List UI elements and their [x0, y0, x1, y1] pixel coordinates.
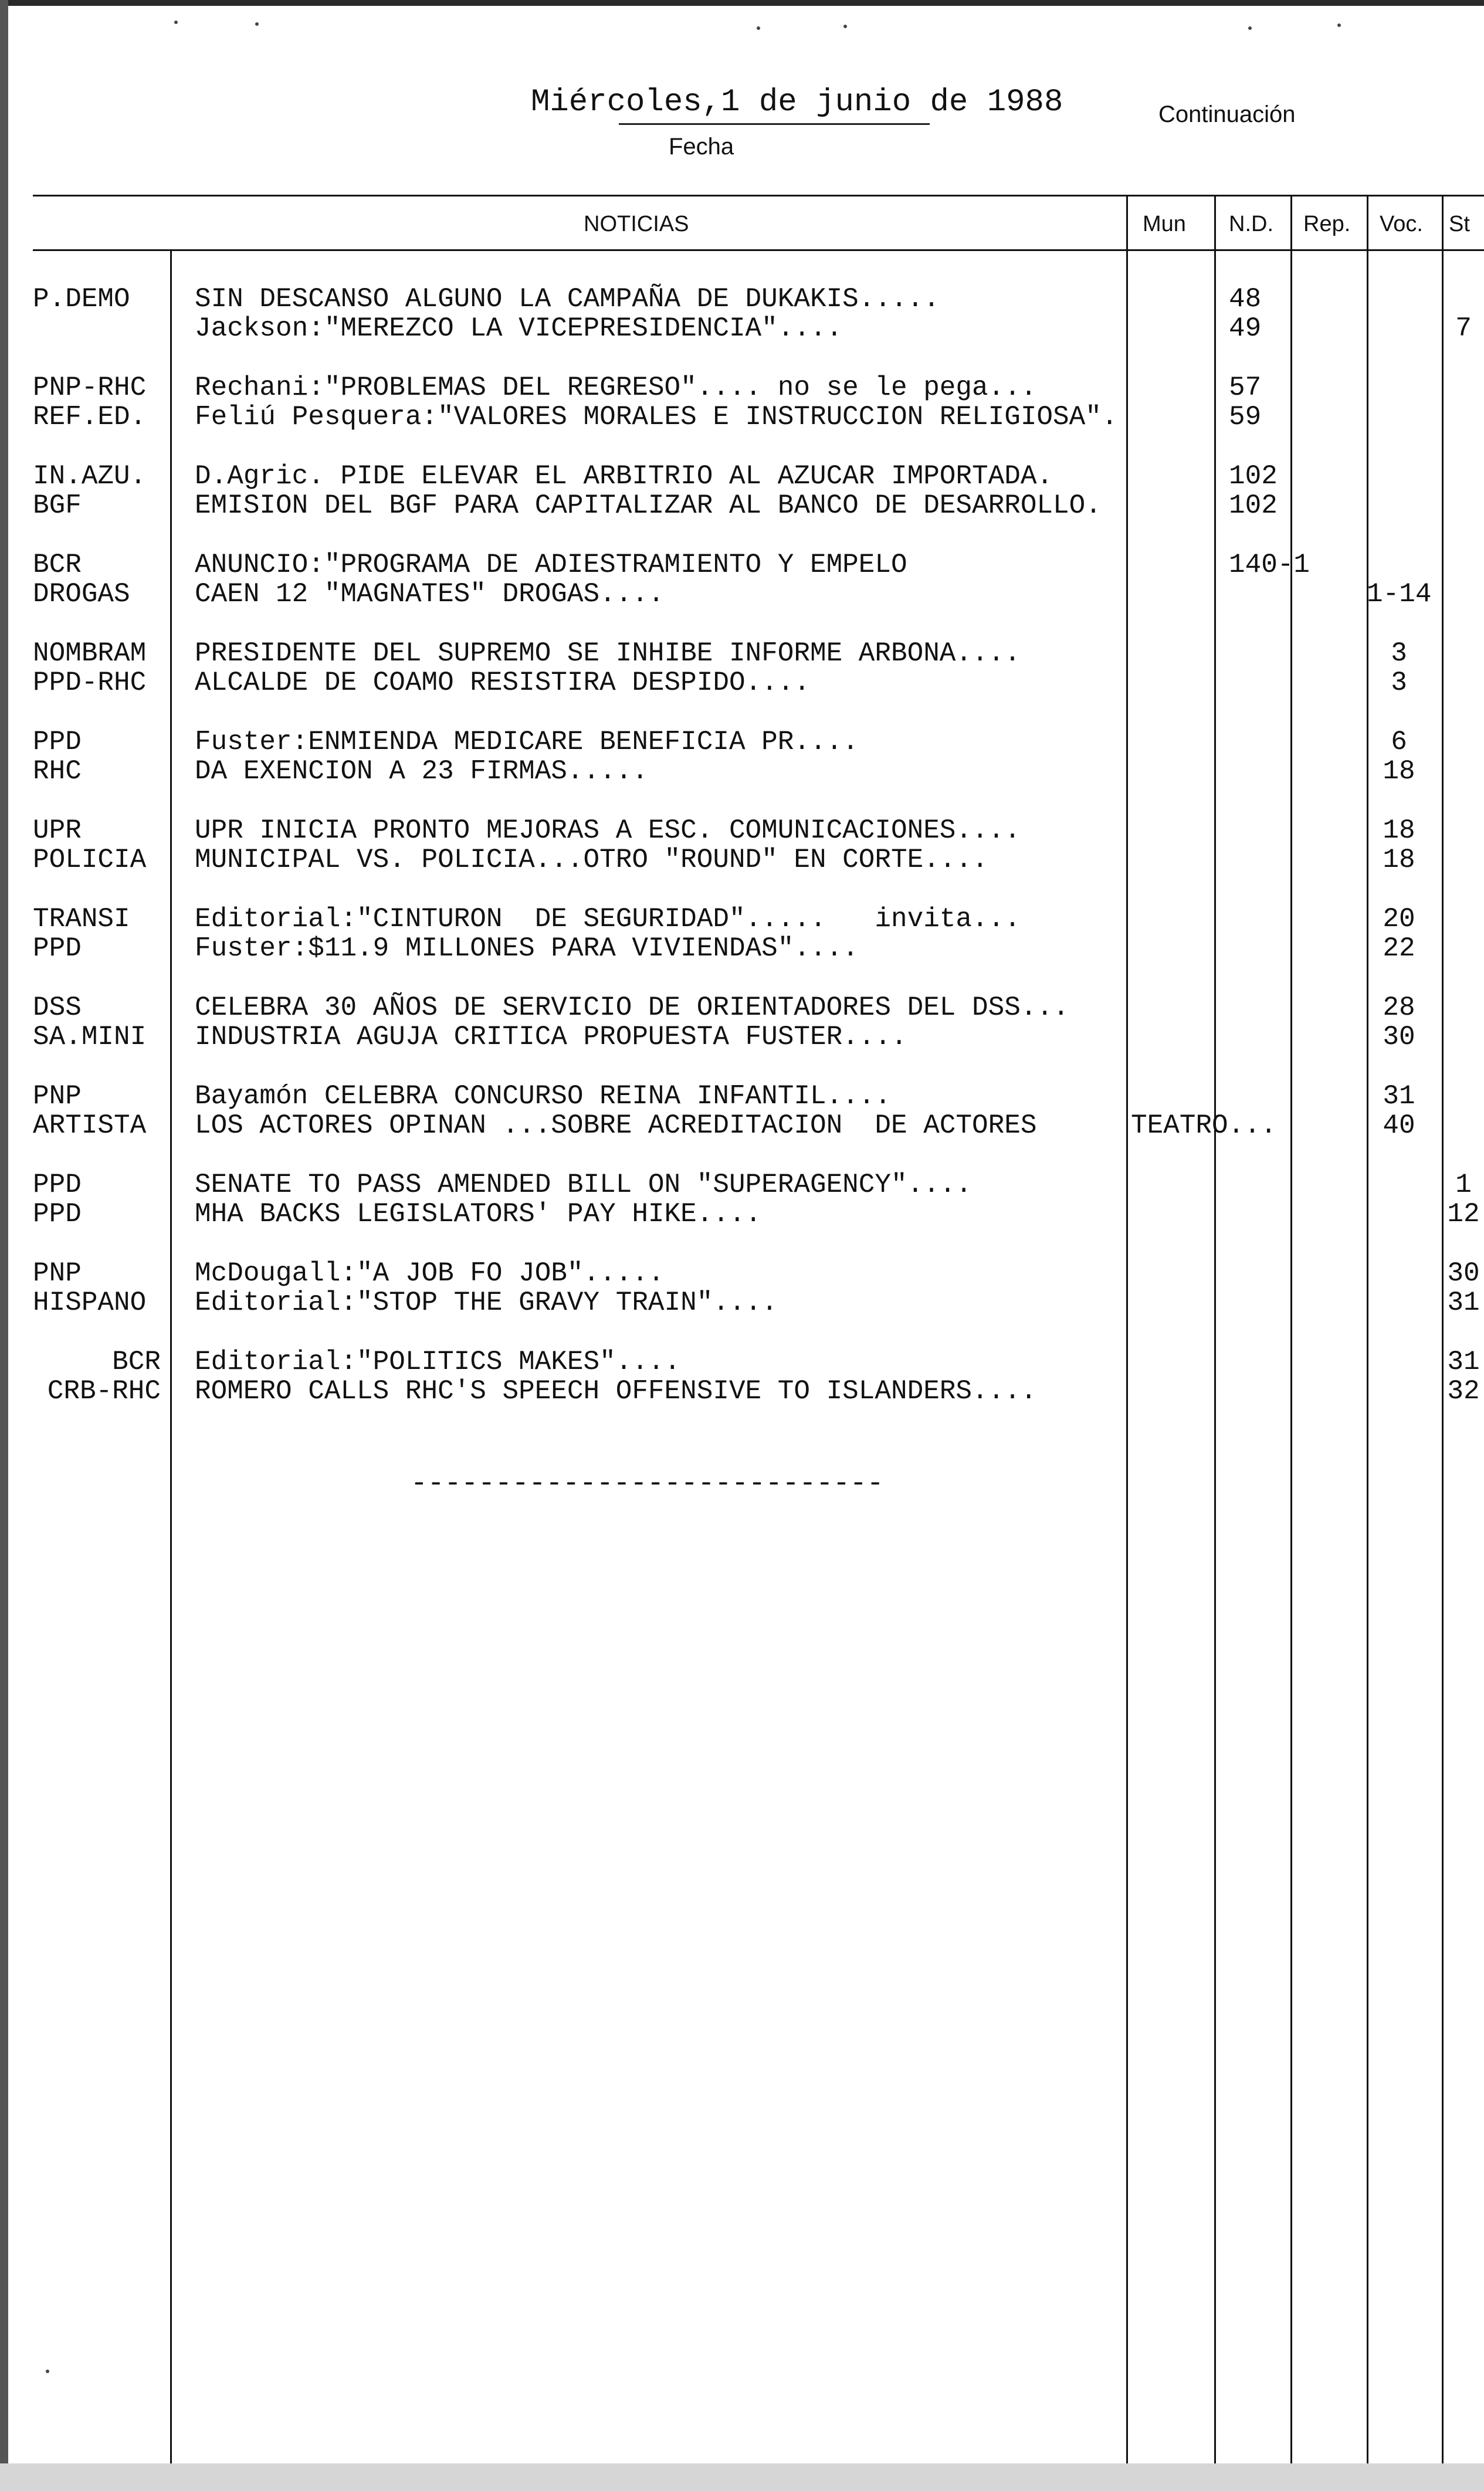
- row-voc-page: 3: [1391, 667, 1407, 698]
- row-category: POLICIA: [33, 845, 147, 875]
- row-nd-page: 102: [1229, 461, 1278, 492]
- row-voc-page: 22: [1383, 933, 1415, 964]
- row-nd-page: 59: [1229, 402, 1262, 432]
- row-category: ARTISTA: [33, 1110, 147, 1141]
- row-headline: Editorial:"STOP THE GRAVY TRAIN"....: [195, 1287, 778, 1318]
- row-category: PNP: [33, 1081, 82, 1111]
- table-row: [0, 1377, 1484, 1406]
- column-header-nd: N.D.: [1229, 212, 1273, 236]
- row-st-page: 32: [1447, 1376, 1480, 1407]
- table-row: [0, 284, 1484, 314]
- end-rule: ----------------------------: [411, 1468, 884, 1500]
- table-row: [0, 402, 1484, 432]
- table-header-rule: [33, 249, 1484, 251]
- row-mun: TEATRO...: [1131, 1110, 1277, 1141]
- column-divider-voc: [1367, 195, 1368, 2463]
- row-nd-page: 49: [1229, 313, 1262, 344]
- row-headline: Editorial:"CINTURON DE SEGURIDAD"..... invita...: [195, 904, 1021, 934]
- row-category: REF.ED.: [33, 402, 147, 432]
- row-st-page: 1: [1455, 1170, 1472, 1200]
- row-headline: Bayamón CELEBRA CONCURSO REINA INFANTIL....: [195, 1081, 891, 1111]
- scan-edge-bottom: [0, 2463, 1484, 2491]
- table-row: [0, 1288, 1484, 1317]
- table-row: [0, 491, 1484, 520]
- row-voc-page: 18: [1383, 756, 1415, 787]
- row-category: PNP: [33, 1258, 82, 1289]
- column-divider-rep: [1290, 195, 1292, 2463]
- row-category: PPD-RHC: [33, 667, 147, 698]
- scan-edge-top: [0, 0, 1484, 6]
- table-row: [0, 550, 1484, 579]
- table-row: [0, 668, 1484, 697]
- table-row: [0, 462, 1484, 491]
- row-headline: DA EXENCION A 23 FIRMAS.....: [195, 756, 648, 787]
- row-headline: MUNICIPAL VS. POLICIA...OTRO "ROUND" EN CORTE....: [195, 845, 988, 875]
- row-voc-page: 28: [1383, 992, 1415, 1023]
- continuation-label: Continuación: [1158, 101, 1296, 127]
- row-voc-page: 1-14: [1367, 579, 1432, 609]
- row-headline: McDougall:"A JOB FO JOB".....: [195, 1258, 665, 1289]
- row-headline: Editorial:"POLITICS MAKES"....: [195, 1347, 681, 1377]
- scan-speck: [255, 22, 259, 26]
- column-header-voc: Voc.: [1380, 212, 1423, 236]
- table-row: [0, 314, 1484, 343]
- table-row: [0, 1170, 1484, 1199]
- scan-speck: [1337, 23, 1341, 27]
- table-row: [0, 579, 1484, 609]
- row-category: PPD: [33, 1199, 82, 1229]
- row-headline: Rechani:"PROBLEMAS DEL REGRESO".... no se le pega...: [195, 372, 1037, 403]
- row-category: BCR: [33, 550, 82, 580]
- column-divider-mun: [1126, 195, 1128, 2463]
- row-voc-page: 30: [1383, 1022, 1415, 1052]
- row-category: IN.AZU.: [33, 461, 147, 492]
- column-header-mun: Mun: [1143, 212, 1186, 236]
- column-header-noticias: NOTICIAS: [584, 212, 689, 236]
- row-headline: Fuster:$11.9 MILLONES PARA VIVIENDAS"....: [195, 933, 859, 964]
- row-st-page: 30: [1447, 1258, 1480, 1289]
- row-headline: PRESIDENTE DEL SUPREMO SE INHIBE INFORME ARBONA....: [195, 638, 1021, 669]
- row-category: HISPANO: [33, 1287, 147, 1318]
- row-category: RHC: [33, 756, 82, 787]
- row-category: DSS: [33, 992, 82, 1023]
- row-category: P.DEMO: [33, 284, 130, 314]
- row-headline: SENATE TO PASS AMENDED BILL ON "SUPERAGENCY"....: [195, 1170, 973, 1200]
- row-voc-page: 6: [1391, 727, 1407, 757]
- row-headline: INDUSTRIA AGUJA CRITICA PROPUESTA FUSTER....: [195, 1022, 907, 1052]
- row-nd-page: 140-1: [1229, 550, 1310, 580]
- row-nd-page: 48: [1229, 284, 1262, 314]
- table-row: [0, 1022, 1484, 1052]
- scan-speck: [843, 25, 847, 28]
- row-headline: CAEN 12 "MAGNATES" DROGAS....: [195, 579, 665, 609]
- row-headline: D.Agric. PIDE ELEVAR EL ARBITRIO AL AZUCAR IMPORTADA.: [195, 461, 1053, 492]
- column-divider-nd: [1214, 195, 1216, 2463]
- row-voc-page: 40: [1383, 1110, 1415, 1141]
- table-row: [0, 1082, 1484, 1111]
- table-row: [0, 993, 1484, 1022]
- row-st-page: 31: [1447, 1347, 1480, 1377]
- row-category: UPR: [33, 815, 82, 846]
- row-category: CRB-RHC: [47, 1376, 161, 1407]
- row-category: NOMBRAM: [33, 638, 147, 669]
- row-category: TRANSI: [33, 904, 130, 934]
- scan-speck: [46, 2370, 49, 2373]
- row-headline: LOS ACTORES OPINAN ...SOBRE ACREDITACION DE ACTORES: [195, 1110, 1037, 1141]
- row-category: BCR: [112, 1347, 161, 1377]
- table-row: [0, 845, 1484, 875]
- row-category: DROGAS: [33, 579, 130, 609]
- column-header-rep: Rep.: [1303, 212, 1351, 236]
- table-top-rule: [33, 195, 1484, 196]
- row-headline: Fuster:ENMIENDA MEDICARE BENEFICIA PR....: [195, 727, 859, 757]
- table-row: [0, 816, 1484, 845]
- row-voc-page: 3: [1391, 638, 1407, 669]
- table-row: [0, 904, 1484, 934]
- table-row: [0, 727, 1484, 757]
- date-underline: [619, 123, 930, 125]
- row-headline: Jackson:"MEREZCO LA VICEPRESIDENCIA"....: [195, 313, 843, 344]
- table-row: [0, 1259, 1484, 1288]
- row-headline: Feliú Pesquera:"VALORES MORALES E INSTRUCCION RELIGIOSA".: [195, 402, 1118, 432]
- row-voc-page: 18: [1383, 815, 1415, 846]
- row-category: PPD: [33, 933, 82, 964]
- row-st-page: 12: [1447, 1199, 1480, 1229]
- table-row: [0, 757, 1484, 786]
- table-row: [0, 1199, 1484, 1229]
- row-st-page: 31: [1447, 1287, 1480, 1318]
- row-st-page: 7: [1455, 313, 1472, 344]
- table-row: [0, 639, 1484, 668]
- row-category: SA.MINI: [33, 1022, 147, 1052]
- row-category: PNP-RHC: [33, 372, 147, 403]
- row-headline: UPR INICIA PRONTO MEJORAS A ESC. COMUNICACIONES....: [195, 815, 1021, 846]
- row-headline: ROMERO CALLS RHC'S SPEECH OFFENSIVE TO ISLANDERS....: [195, 1376, 1037, 1407]
- row-headline: MHA BACKS LEGISLATORS' PAY HIKE....: [195, 1199, 762, 1229]
- row-headline: ANUNCIO:"PROGRAMA DE ADIESTRAMIENTO Y EMPELO: [195, 550, 907, 580]
- column-header-st: St: [1449, 212, 1470, 236]
- row-nd-page: 57: [1229, 372, 1262, 403]
- row-headline: SIN DESCANSO ALGUNO LA CAMPAÑA DE DUKAKIS.....: [195, 284, 940, 314]
- table-row: [0, 373, 1484, 402]
- row-headline: EMISION DEL BGF PARA CAPITALIZAR AL BANCO DE DESARROLLO.: [195, 490, 1102, 521]
- date-label: Fecha: [669, 134, 734, 160]
- column-divider-st: [1442, 195, 1444, 2463]
- row-headline: ALCALDE DE COAMO RESISTIRA DESPIDO....: [195, 667, 810, 698]
- row-headline: CELEBRA 30 AÑOS DE SERVICIO DE ORIENTADORES DEL DSS...: [195, 992, 1069, 1023]
- row-voc-page: 18: [1383, 845, 1415, 875]
- row-nd-page: 102: [1229, 490, 1278, 521]
- row-voc-page: 31: [1383, 1081, 1415, 1111]
- row-category: PPD: [33, 727, 82, 757]
- table-row: [0, 1111, 1484, 1140]
- table-row: [0, 934, 1484, 963]
- row-category: BGF: [33, 490, 82, 521]
- row-category: PPD: [33, 1170, 82, 1200]
- row-voc-page: 20: [1383, 904, 1415, 934]
- table-row: [0, 1347, 1484, 1377]
- scan-speck: [1248, 26, 1252, 30]
- report-date: Miércoles,1 de junio de 1988: [531, 84, 1063, 120]
- scan-speck: [757, 26, 760, 30]
- scan-speck: [174, 21, 178, 24]
